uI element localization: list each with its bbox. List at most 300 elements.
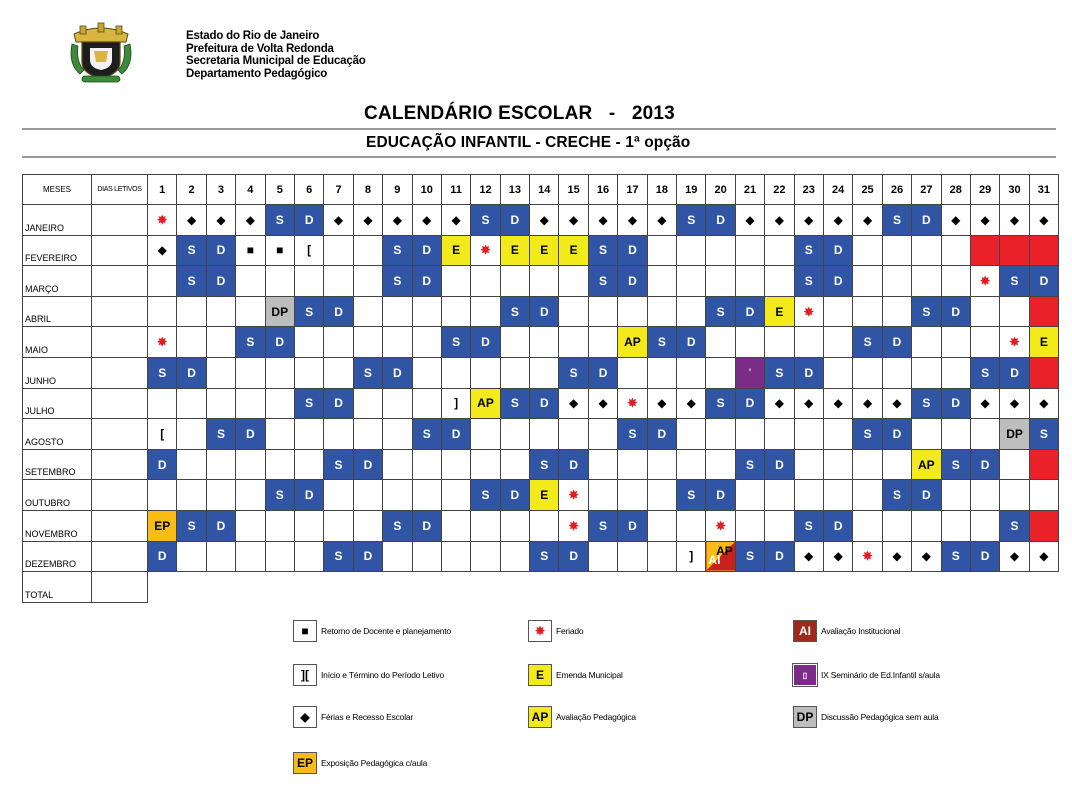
saturday-cell: S xyxy=(500,296,529,327)
day-cell xyxy=(765,235,794,266)
month-label: MAIO xyxy=(23,327,92,358)
day-cell xyxy=(941,419,970,450)
day-cell xyxy=(500,357,529,388)
day-cell xyxy=(794,327,823,358)
school-days-cell xyxy=(92,235,148,266)
day-cell xyxy=(177,541,206,572)
page-subtitle: EDUCAÇÃO INFANTIL - CRECHE - 1ª opção xyxy=(366,134,691,151)
day-cell xyxy=(206,327,235,358)
emenda-cell: E xyxy=(559,235,588,266)
holiday-star-icon: ✸ xyxy=(471,235,500,266)
day-cell xyxy=(412,327,441,358)
day-cell xyxy=(618,541,647,572)
discussion-cell: DP xyxy=(1000,419,1029,450)
vacation-diamond-icon: ◆ xyxy=(559,205,588,236)
saturday-cell: S xyxy=(941,541,970,572)
saturday-cell: S xyxy=(177,510,206,541)
vacation-diamond-icon: ◆ xyxy=(1029,388,1058,419)
org-line: Prefeitura de Volta Redonda xyxy=(186,42,334,55)
sunday-cell: D xyxy=(265,327,294,358)
day-cell xyxy=(941,327,970,358)
day-cell xyxy=(559,327,588,358)
school-days-cell xyxy=(92,480,148,511)
calendar-table xyxy=(22,174,1059,603)
saturday-cell: S xyxy=(882,205,911,236)
sunday-cell: D xyxy=(706,480,735,511)
sunday-cell: D xyxy=(970,449,999,480)
day-cell xyxy=(618,357,647,388)
sunday-cell: D xyxy=(236,419,265,450)
sunday-cell: D xyxy=(383,357,412,388)
day-cell xyxy=(559,296,588,327)
sunday-cell: D xyxy=(912,480,941,511)
day-cell xyxy=(471,357,500,388)
day-column-header: 11 xyxy=(441,175,470,205)
school-days-cell xyxy=(92,296,148,327)
vacation-diamond-icon: ◆ xyxy=(530,205,559,236)
day-cell xyxy=(912,510,941,541)
saturday-cell: S xyxy=(912,296,941,327)
day-column-header: 31 xyxy=(1029,175,1058,205)
day-cell xyxy=(765,419,794,450)
saturday-cell: S xyxy=(294,296,323,327)
saturday-cell: S xyxy=(383,266,412,297)
vacation-diamond-icon: ◆ xyxy=(794,541,823,572)
day-cell xyxy=(853,266,882,297)
day-cell xyxy=(324,480,353,511)
saturday-cell: S xyxy=(912,388,941,419)
day-cell xyxy=(294,419,323,450)
day-cell xyxy=(853,480,882,511)
day-cell xyxy=(677,235,706,266)
legend-label: IX Seminário de Ed.Infantil s/aula xyxy=(821,670,940,680)
sunday-cell: D xyxy=(706,205,735,236)
holiday-star-icon: ✸ xyxy=(528,620,552,642)
day-cell xyxy=(706,235,735,266)
emenda-cell: E xyxy=(441,235,470,266)
day-cell xyxy=(353,266,382,297)
day-cell xyxy=(706,266,735,297)
emenda-cell: E xyxy=(530,480,559,511)
saturday-cell: S xyxy=(353,357,382,388)
bracket-icon: ][ xyxy=(293,664,317,686)
legend-avaliacao xyxy=(528,706,636,728)
day-cell xyxy=(677,266,706,297)
day-cell xyxy=(383,541,412,572)
sunday-cell: D xyxy=(324,388,353,419)
school-days-cell xyxy=(92,449,148,480)
day-cell xyxy=(265,510,294,541)
vacation-diamond-icon: ◆ xyxy=(765,205,794,236)
day-cell xyxy=(706,357,735,388)
day-cell xyxy=(383,449,412,480)
month-label: OUTUBRO xyxy=(23,480,92,511)
vacation-diamond-icon: ◆ xyxy=(1000,541,1029,572)
day-column-header: 24 xyxy=(823,175,852,205)
month-label: DEZEMBRO xyxy=(23,541,92,572)
saturday-cell: S xyxy=(970,357,999,388)
day-cell xyxy=(647,296,676,327)
day-cell xyxy=(912,235,941,266)
day-column-header: 30 xyxy=(1000,175,1029,205)
month-label: JULHO xyxy=(23,388,92,419)
day-cell xyxy=(912,419,941,450)
legend-inicio xyxy=(293,664,444,686)
sunday-cell: D xyxy=(177,357,206,388)
vacation-diamond-icon: ◆ xyxy=(882,541,911,572)
org-line: Departamento Pedagógico xyxy=(186,67,328,80)
recess-cell xyxy=(1029,449,1058,480)
day-cell xyxy=(500,419,529,450)
day-cell xyxy=(588,296,617,327)
saturday-cell: S xyxy=(735,449,764,480)
legend-exposicao xyxy=(293,752,427,774)
day-cell xyxy=(706,327,735,358)
term-bracket-icon: ] xyxy=(441,388,470,419)
month-label: ABRIL xyxy=(23,296,92,327)
day-cell xyxy=(177,296,206,327)
day-cell xyxy=(530,357,559,388)
vacation-diamond-icon: ◆ xyxy=(823,541,852,572)
saturday-cell: S xyxy=(647,327,676,358)
day-cell xyxy=(970,327,999,358)
day-cell xyxy=(823,419,852,450)
sunday-cell: D xyxy=(735,296,764,327)
day-column-header: 10 xyxy=(412,175,441,205)
ai-label: AI xyxy=(708,553,721,568)
day-cell xyxy=(941,266,970,297)
school-days-cell xyxy=(92,266,148,297)
day-cell xyxy=(412,296,441,327)
evaluation-cell: AP xyxy=(912,449,941,480)
vacation-diamond-icon: ◆ xyxy=(823,205,852,236)
exposition-cell: EP xyxy=(148,510,177,541)
month-row xyxy=(23,205,1059,236)
day-cell xyxy=(647,449,676,480)
day-column-header: 25 xyxy=(853,175,882,205)
sunday-cell: D xyxy=(765,449,794,480)
day-cell xyxy=(618,449,647,480)
sunday-cell: D xyxy=(530,388,559,419)
legend-label: Discussão Pedagógica sem aula xyxy=(821,712,939,722)
sunday-cell: D xyxy=(559,541,588,572)
day-column-header: 17 xyxy=(618,175,647,205)
municipal-seal-icon xyxy=(68,20,134,86)
sunday-cell: D xyxy=(441,419,470,450)
day-cell xyxy=(236,449,265,480)
day-cell xyxy=(294,541,323,572)
vacation-diamond-icon: ◆ xyxy=(148,235,177,266)
vacation-diamond-icon: ◆ xyxy=(1000,205,1029,236)
day-cell xyxy=(265,449,294,480)
sunday-cell: D xyxy=(735,388,764,419)
vacation-diamond-icon: ◆ xyxy=(1029,541,1058,572)
day-cell xyxy=(148,388,177,419)
day-column-header: 5 xyxy=(265,175,294,205)
month-row xyxy=(23,357,1059,388)
vacation-diamond-icon: ◆ xyxy=(412,205,441,236)
recess-cell xyxy=(1000,235,1029,266)
sunday-cell: D xyxy=(1029,266,1058,297)
legend-label: Exposição Pedagógica c/aula xyxy=(321,758,428,768)
vacation-diamond-icon: ◆ xyxy=(559,388,588,419)
legend-label: Feriado xyxy=(556,626,584,636)
saturday-cell: S xyxy=(206,419,235,450)
holiday-star-icon: ✸ xyxy=(559,480,588,511)
day-cell xyxy=(941,510,970,541)
saturday-cell: S xyxy=(1029,419,1058,450)
sunday-cell: D xyxy=(941,388,970,419)
total-row xyxy=(23,572,1059,603)
vacation-diamond-icon: ◆ xyxy=(794,205,823,236)
sunday-cell: D xyxy=(618,510,647,541)
evaluation-cell: AP xyxy=(618,327,647,358)
vacation-diamond-icon: ◆ xyxy=(647,205,676,236)
day-cell xyxy=(765,480,794,511)
day-cell xyxy=(970,480,999,511)
month-label: SETEMBRO xyxy=(23,449,92,480)
month-label: NOVEMBRO xyxy=(23,510,92,541)
saturday-cell: S xyxy=(794,266,823,297)
sunday-cell: D xyxy=(765,541,794,572)
school-days-column-header: DIAS LETIVOS xyxy=(92,175,148,205)
legend-label: Férias e Recesso Escolar xyxy=(321,712,414,722)
day-cell xyxy=(677,510,706,541)
school-days-cell xyxy=(92,388,148,419)
day-cell xyxy=(941,480,970,511)
day-cell xyxy=(471,296,500,327)
emenda-cell: E xyxy=(765,296,794,327)
school-days-cell xyxy=(92,205,148,236)
day-cell xyxy=(530,510,559,541)
day-cell xyxy=(882,510,911,541)
ap-ai-cell xyxy=(706,541,735,572)
sunday-cell: D xyxy=(500,480,529,511)
total-value-cell xyxy=(92,572,148,603)
day-cell xyxy=(853,449,882,480)
day-cell xyxy=(735,327,764,358)
day-cell xyxy=(823,327,852,358)
month-row xyxy=(23,449,1059,480)
emenda-cell: E xyxy=(500,235,529,266)
page-title: CALENDÁRIO ESCOLAR - 2013 xyxy=(364,103,675,124)
day-cell xyxy=(206,480,235,511)
day-cell xyxy=(677,296,706,327)
holiday-star-icon: ✸ xyxy=(618,388,647,419)
day-cell xyxy=(148,266,177,297)
day-cell xyxy=(912,357,941,388)
day-cell xyxy=(794,449,823,480)
saturday-cell: S xyxy=(559,357,588,388)
org-line: Estado do Rio de Janeiro xyxy=(186,30,320,42)
day-cell xyxy=(588,480,617,511)
sunday-cell: D xyxy=(353,541,382,572)
school-days-cell xyxy=(92,541,148,572)
day-cell xyxy=(236,357,265,388)
day-cell xyxy=(882,449,911,480)
day-column-header: 15 xyxy=(559,175,588,205)
day-cell xyxy=(441,449,470,480)
vacation-diamond-icon: ◆ xyxy=(441,205,470,236)
day-cell xyxy=(383,296,412,327)
vacation-diamond-icon: ◆ xyxy=(293,706,317,728)
day-cell xyxy=(441,296,470,327)
day-cell xyxy=(471,510,500,541)
vacation-diamond-icon: ◆ xyxy=(882,388,911,419)
day-column-header: 22 xyxy=(765,175,794,205)
saturday-cell: S xyxy=(706,388,735,419)
day-cell xyxy=(412,357,441,388)
day-cell xyxy=(970,510,999,541)
holiday-star-icon: ✸ xyxy=(853,541,882,572)
saturday-cell: S xyxy=(265,205,294,236)
months-column-header: MESES xyxy=(23,175,92,205)
day-cell xyxy=(324,327,353,358)
sunday-cell: D xyxy=(294,205,323,236)
vacation-diamond-icon: ◆ xyxy=(735,205,764,236)
saturday-cell: S xyxy=(324,541,353,572)
day-cell xyxy=(823,357,852,388)
recess-cell xyxy=(1029,235,1058,266)
vacation-diamond-icon: ◆ xyxy=(588,388,617,419)
day-cell xyxy=(618,480,647,511)
holiday-star-icon: ✸ xyxy=(1000,327,1029,358)
sunday-cell: D xyxy=(677,327,706,358)
vacation-diamond-icon: ◆ xyxy=(353,205,382,236)
vacation-diamond-icon: ◆ xyxy=(206,205,235,236)
day-cell xyxy=(559,266,588,297)
day-cell xyxy=(765,266,794,297)
school-days-cell xyxy=(92,419,148,450)
day-cell xyxy=(353,235,382,266)
day-column-header: 21 xyxy=(735,175,764,205)
seminar-icon: ▯ xyxy=(793,664,817,686)
day-cell xyxy=(471,266,500,297)
evaluation-cell: AP xyxy=(471,388,500,419)
day-cell xyxy=(206,357,235,388)
total-label: TOTAL xyxy=(23,572,92,603)
day-cell xyxy=(383,419,412,450)
exposition-badge: EP xyxy=(293,752,317,774)
day-cell xyxy=(353,419,382,450)
day-cell xyxy=(500,449,529,480)
org-line: Secretaria Municipal de Educação xyxy=(186,55,366,67)
day-column-header: 8 xyxy=(353,175,382,205)
day-cell xyxy=(1000,480,1029,511)
saturday-cell: S xyxy=(794,510,823,541)
day-cell xyxy=(441,266,470,297)
saturday-cell: S xyxy=(588,235,617,266)
day-cell xyxy=(735,419,764,450)
day-cell xyxy=(383,480,412,511)
day-column-header: 12 xyxy=(471,175,500,205)
day-cell xyxy=(794,419,823,450)
saturday-cell: S xyxy=(383,510,412,541)
day-cell xyxy=(853,510,882,541)
sunday-cell: D xyxy=(941,296,970,327)
term-bracket-icon: ] xyxy=(677,541,706,572)
vacation-diamond-icon: ◆ xyxy=(970,388,999,419)
saturday-cell: S xyxy=(471,480,500,511)
day-column-header: 3 xyxy=(206,175,235,205)
saturday-cell: S xyxy=(530,449,559,480)
month-label: JUNHO xyxy=(23,357,92,388)
emenda-cell: E xyxy=(530,235,559,266)
vacation-diamond-icon: ◆ xyxy=(324,205,353,236)
day-cell xyxy=(206,296,235,327)
holiday-star-icon: ✸ xyxy=(148,205,177,236)
return-square-icon: ■ xyxy=(293,620,317,642)
vacation-diamond-icon: ◆ xyxy=(383,205,412,236)
day-cell xyxy=(853,296,882,327)
day-cell xyxy=(294,510,323,541)
ap-label: AP xyxy=(716,544,733,559)
legend-feriado xyxy=(528,620,583,642)
day-cell xyxy=(265,357,294,388)
sunday-cell: D xyxy=(823,235,852,266)
legend-label: Início e Término do Período Letivo xyxy=(321,670,444,680)
day-cell xyxy=(765,510,794,541)
day-cell xyxy=(353,480,382,511)
day-cell xyxy=(265,541,294,572)
saturday-cell: S xyxy=(148,357,177,388)
recess-cell xyxy=(1029,510,1058,541)
day-cell xyxy=(148,296,177,327)
saturday-cell: S xyxy=(677,480,706,511)
sunday-cell: D xyxy=(1000,357,1029,388)
vacation-diamond-icon: ◆ xyxy=(853,205,882,236)
day-cell xyxy=(265,419,294,450)
sunday-cell: D xyxy=(588,357,617,388)
saturday-cell: S xyxy=(294,388,323,419)
saturday-cell: S xyxy=(853,327,882,358)
return-square-icon: ■ xyxy=(265,235,294,266)
day-cell xyxy=(236,388,265,419)
day-cell xyxy=(177,388,206,419)
day-cell xyxy=(559,419,588,450)
vacation-diamond-icon: ◆ xyxy=(765,388,794,419)
vacation-diamond-icon: ◆ xyxy=(912,541,941,572)
day-cell xyxy=(471,419,500,450)
vacation-diamond-icon: ◆ xyxy=(970,205,999,236)
saturday-cell: S xyxy=(1000,266,1029,297)
day-column-header: 4 xyxy=(236,175,265,205)
legend-label: Retorno de Docente e planejamento xyxy=(321,626,451,636)
day-cell xyxy=(1000,449,1029,480)
day-cell xyxy=(324,235,353,266)
school-days-cell xyxy=(92,327,148,358)
day-column-header: 27 xyxy=(912,175,941,205)
sunday-cell: D xyxy=(530,296,559,327)
sunday-cell: D xyxy=(500,205,529,236)
day-cell xyxy=(324,266,353,297)
day-cell xyxy=(236,296,265,327)
day-cell xyxy=(588,541,617,572)
holiday-star-icon: ✸ xyxy=(794,296,823,327)
sunday-cell: D xyxy=(206,235,235,266)
day-cell xyxy=(500,541,529,572)
recess-cell xyxy=(970,235,999,266)
vacation-diamond-icon: ◆ xyxy=(1029,205,1058,236)
sunday-cell: D xyxy=(823,510,852,541)
day-cell xyxy=(383,388,412,419)
day-cell xyxy=(647,480,676,511)
saturday-cell: S xyxy=(236,327,265,358)
month-row xyxy=(23,419,1059,450)
legend-ferias xyxy=(293,706,413,728)
sunday-cell: D xyxy=(882,327,911,358)
day-cell xyxy=(177,449,206,480)
